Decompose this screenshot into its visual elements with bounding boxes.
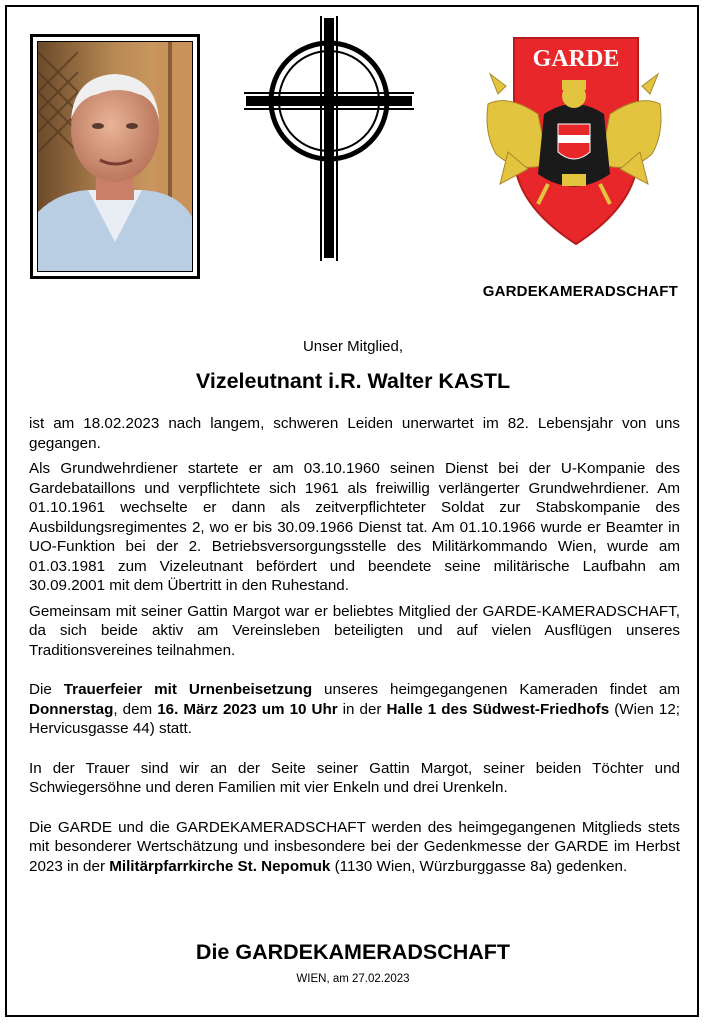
paragraph-remembrance: Die GARDE und die GARDEKAMERADSCHAFT werden des heimgegangenen Mitglieds stets mit besonderer Wertschätzung und insbesondere bei der Gedenkmesse der GARDE im Herbst 2023 in der Militärpfarrkirche St. Nepomuk (1130 Wien, Würzburggasse 8a) gedenken. [29, 818, 680, 875]
deceased-name: Vizeleutnant i.R. Walter KASTL [195, 369, 511, 393]
paragraph-funeral: Die Trauerfeier mit Urnenbeisetzung unseres heimgegangenen Kameraden findet am Donnerstag, dem 16. März 2023 um 10 Uhr in der Halle 1 des Südwest-Friedhofs (Wien 12; Hervicusgasse 44) statt. [29, 681, 680, 737]
notice-body [29, 414, 680, 882]
paragraph-membership: Gemeinsam mit seiner Gattin Margot war er beliebtes Mitglied der GARDE-KAMERADSCHAFT, da sich beide aktiv am Vereinsleben beteiligten und auf vielen Ausflügen unseres Traditionsvereines teilnahmen. [29, 602, 680, 659]
portrait-frame [30, 34, 200, 279]
signature: Die GARDEKAMERADSCHAFT [195, 940, 511, 964]
garde-crest-icon [478, 34, 670, 248]
paragraph-mourners: In der Trauer sind wir an der Seite seiner Gattin Margot, seiner beiden Töchter und Schwiegersöhne und deren Familien mit vier Enkeln und drei Urenkeln. [29, 759, 680, 796]
portrait-photo [37, 41, 193, 272]
portrait-image [38, 42, 192, 271]
intro-text: Unser Mitglied, [302, 338, 404, 355]
organization-name: GARDEKAMERADSCHAFT [482, 283, 678, 300]
christian-cross-icon [244, 16, 414, 261]
place-date: WIEN, am 27.02.2023 [296, 973, 410, 985]
paragraph-career: Als Grundwehrdiener startete er am 03.10.1960 seinen Dienst bei der U-Kompanie des Gardebataillons und verpflichtete sich 1961 als freiwillig verlängerter Grundwehrdiener. Am 01.10.1961 wechselte er dann als zeitverpflichteter Soldat zur Stabskompanie des Ausbildungsregimentes 2, wo er bis 30.09.1966 Dienst tat. Am 01.10.1966 wurde er Beamter in UO-Funktion bei der 2. Betriebsversorgungsstelle des Militärkommando Wien, wurde am 01.03.1981 zum Vizeleutnant befördert und beendete seine militärische Laufbahn am 30.09.2001 mit dem Übertritt in den Ruhestand. [29, 460, 680, 594]
paragraph-death: ist am 18.02.2023 nach langem, schweren Leiden unerwartet im 82. Lebensjahr von uns gegangen. [29, 415, 680, 452]
crest-text: GARDE [532, 46, 620, 72]
